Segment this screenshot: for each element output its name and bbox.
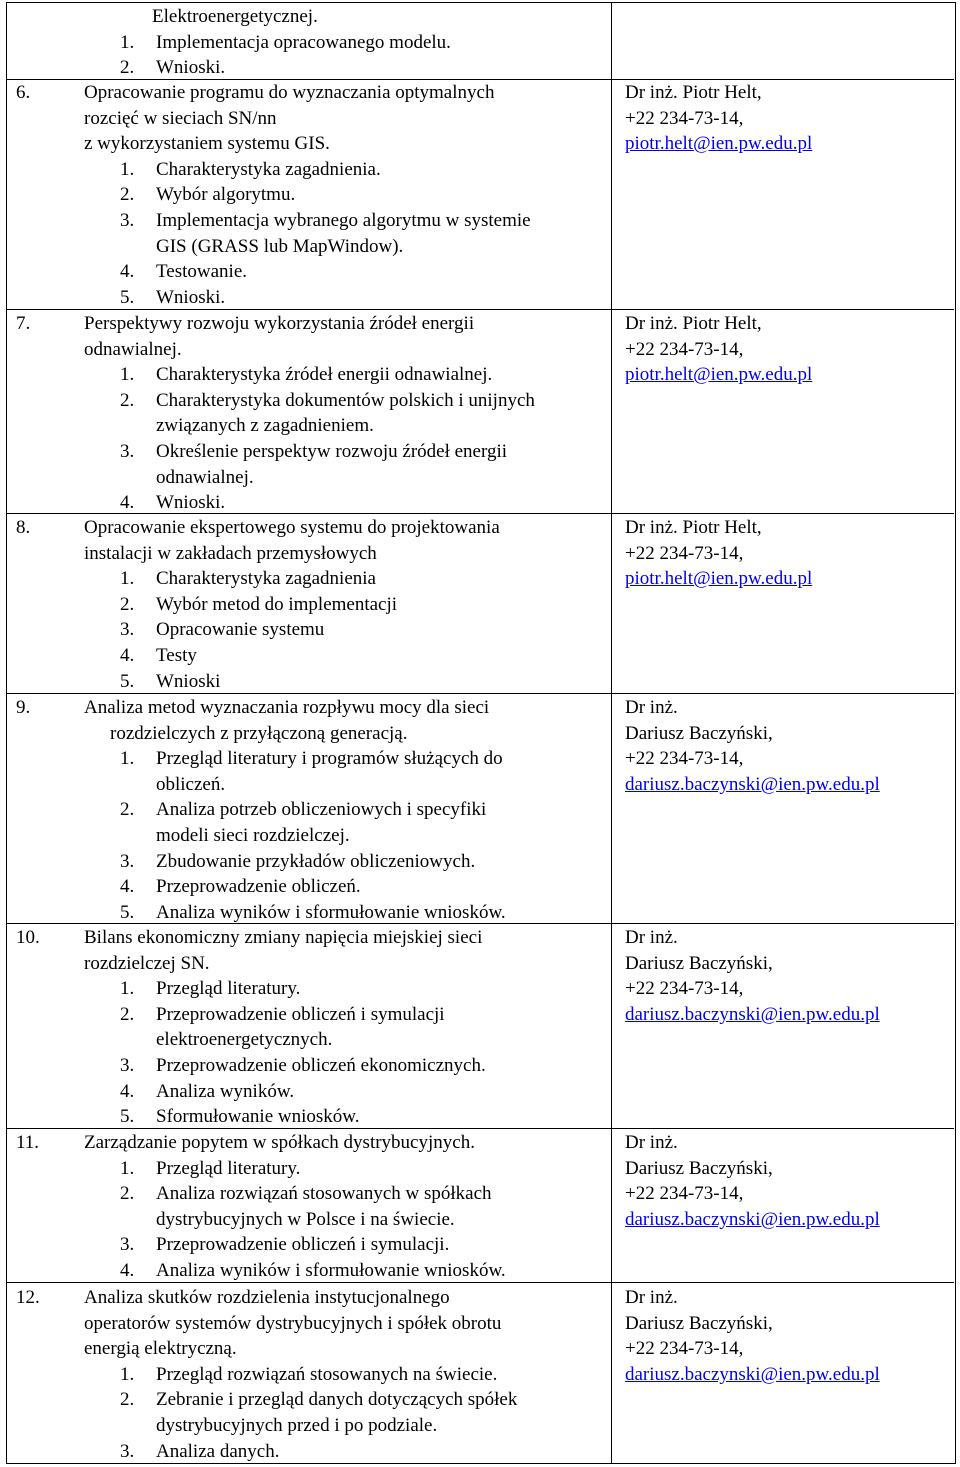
topic-title: Opracowanie programu do wyznaczania optymalnych xyxy=(84,82,495,103)
topic-number: 9. xyxy=(16,697,31,718)
subtask-text: Przegląd literatury i programów służących do xyxy=(156,748,503,770)
subtask-number: 5. xyxy=(120,901,135,923)
subtask-number: 4. xyxy=(120,1260,135,1281)
supervisor-phone: +22 234-73-14, xyxy=(625,1338,744,1360)
subtask-number: 2. xyxy=(120,1389,135,1411)
subtask-number: 2. xyxy=(120,1003,135,1025)
topic-title-continued: dystrybucyjnych w Polsce i na świecie. xyxy=(156,1208,455,1230)
topic-title-continued: rozcięć w sieciach SN/nn xyxy=(84,107,277,129)
topic-title-continued: odnawialnej. xyxy=(156,466,254,488)
topic-number: 12. xyxy=(16,1287,40,1308)
supervisor-name: Dariusz Baczyński, xyxy=(625,722,773,744)
subtask-number: 3. xyxy=(120,850,135,872)
subtask-text: Wnioski. xyxy=(156,57,226,79)
subtask-text: Analiza rozwiązań stosowanych w spółkach xyxy=(156,1183,492,1205)
subtask-number: 1. xyxy=(120,1363,135,1385)
topic-title-continued: rozdzielczych z przyłączoną generacją. xyxy=(110,722,408,744)
supervisor-title: Dr inż. Piotr Helt, xyxy=(625,82,762,103)
subtask-number: 5. xyxy=(120,286,135,308)
subtask-number: 1. xyxy=(120,158,135,180)
supervisor-title: Dr inż. xyxy=(625,1132,678,1153)
supervisor-phone: +22 234-73-14, xyxy=(625,978,744,1000)
topic-number: 11. xyxy=(16,1132,40,1153)
topic-title-continued: dystrybucyjnych przed i po podziale. xyxy=(156,1415,438,1436)
subtask-number: 4. xyxy=(120,261,135,283)
subtask-number: 2. xyxy=(120,57,135,79)
subtask-text: Wybór metod do implementacji xyxy=(156,593,398,615)
subtask-text: Testowanie. xyxy=(156,261,248,283)
row-divider xyxy=(7,513,954,514)
topic-title-continued: związanych z zagadnieniem. xyxy=(156,415,374,437)
supervisor-phone: +22 234-73-14, xyxy=(625,542,744,564)
subtask-number: 1. xyxy=(120,978,135,1000)
subtask-text: Przegląd literatury. xyxy=(156,1157,301,1179)
topic-number: 6. xyxy=(16,82,31,103)
supervisor-phone: +22 234-73-14, xyxy=(625,1183,744,1205)
subtask-text: Wnioski xyxy=(156,670,221,692)
subtask-number: 2. xyxy=(120,593,135,615)
subtask-text: Sformułowanie wniosków. xyxy=(156,1106,360,1128)
subtask-number: 3. xyxy=(120,1055,135,1076)
subtask-number: 4. xyxy=(120,492,135,514)
row-divider xyxy=(7,309,954,310)
subtask-number: 2. xyxy=(120,184,135,206)
topic-title: Analiza skutków rozdzielenia instytucjonalnego xyxy=(84,1287,450,1308)
topic-title: Zarządzanie popytem w spółkach dystrybucyjnych. xyxy=(84,1132,475,1153)
subtask-number: 2. xyxy=(120,1183,135,1205)
subtask-number: 1. xyxy=(120,748,135,770)
supervisor-email-link[interactable]: piotr.helt@ien.pw.edu.pl xyxy=(625,568,813,590)
subtask-text: Przegląd literatury. xyxy=(156,978,301,1000)
subtask-number: 1. xyxy=(120,1157,135,1179)
topic-number: 10. xyxy=(16,927,40,948)
subtask-number: 1. xyxy=(120,364,135,386)
subtask-text: Analiza wyników i sformułowanie wniosków. xyxy=(156,1260,506,1281)
supervisor-email-link[interactable]: dariusz.baczynski@ien.pw.edu.pl xyxy=(625,1208,880,1230)
topic-title-continued: GIS (GRASS lub MapWindow). xyxy=(156,235,404,257)
topic-title-continued: energią elektryczną. xyxy=(84,1338,237,1360)
subtask-number: 1. xyxy=(120,31,135,53)
subtask-number: 4. xyxy=(120,876,135,898)
subtask-number: 3. xyxy=(120,1234,135,1256)
subtask-number: 3. xyxy=(120,1440,135,1462)
supervisor-email-link[interactable]: piotr.helt@ien.pw.edu.pl xyxy=(625,364,813,386)
topic-title: Bilans ekonomiczny zmiany napięcia miejskiej sieci xyxy=(84,927,483,948)
topic-title-continued: Elektroenergetycznej. xyxy=(152,6,318,27)
subtask-text: Analiza danych. xyxy=(156,1440,280,1462)
subtask-text: Przegląd rozwiązań stosowanych na świecie. xyxy=(156,1363,498,1385)
subtask-text: Charakterystyka zagadnienia xyxy=(156,568,376,590)
topic-title-continued: z wykorzystaniem systemu GIS. xyxy=(84,133,330,155)
supervisor-email-link[interactable]: dariusz.baczynski@ien.pw.edu.pl xyxy=(625,773,880,795)
subtask-number: 1. xyxy=(120,568,135,590)
supervisor-title: Dr inż. xyxy=(625,697,678,718)
topic-title: Analiza metod wyznaczania rozpływu mocy dla sieci xyxy=(84,697,490,718)
subtask-number: 5. xyxy=(120,1106,135,1128)
subtask-text: Charakterystyka źródeł energii odnawialnej. xyxy=(156,364,493,386)
subtask-text: Określenie perspektyw rozwoju źródeł energii xyxy=(156,441,508,462)
supervisor-name: Dariusz Baczyński, xyxy=(625,952,773,974)
subtask-text: Zbudowanie przykładów obliczeniowych. xyxy=(156,850,476,872)
subtask-number: 3. xyxy=(120,619,135,641)
subtask-text: Zebranie i przegląd danych dotyczących spółek xyxy=(156,1389,518,1411)
supervisor-phone: +22 234-73-14, xyxy=(625,107,744,129)
subtask-text: Implementacja opracowanego modelu. xyxy=(156,31,451,53)
topic-title: Opracowanie ekspertowego systemu do projektowania xyxy=(84,517,500,538)
topic-title-continued: instalacji w zakładach przemysłowych xyxy=(84,542,377,564)
subtask-text: Charakterystyka zagadnienia. xyxy=(156,158,381,180)
supervisor-title: Dr inż. Piotr Helt, xyxy=(625,517,762,538)
supervisor-email-link[interactable]: dariusz.baczynski@ien.pw.edu.pl xyxy=(625,1003,880,1025)
supervisor-email-link[interactable]: piotr.helt@ien.pw.edu.pl xyxy=(625,133,813,155)
subtask-text: Wybór algorytmu. xyxy=(156,184,296,206)
supervisor-email-link[interactable]: dariusz.baczynski@ien.pw.edu.pl xyxy=(625,1363,880,1385)
subtask-number: 2. xyxy=(120,799,135,821)
topic-title-continued: operatorów systemów dystrybucyjnych i spółek obrotu xyxy=(84,1312,502,1334)
supervisor-title: Dr inż. xyxy=(625,1287,678,1308)
subtask-text: Przeprowadzenie obliczeń i symulacji xyxy=(156,1003,445,1025)
supervisor-name: Dariusz Baczyński, xyxy=(625,1312,773,1334)
subtask-number: 4. xyxy=(120,1080,135,1102)
subtask-number: 3. xyxy=(120,441,135,462)
subtask-text: Implementacja wybranego algorytmu w systemie xyxy=(156,210,531,231)
subtask-number: 4. xyxy=(120,645,135,666)
subtask-number: 2. xyxy=(120,389,135,411)
row-divider xyxy=(7,1128,954,1129)
subtask-text: Charakterystyka dokumentów polskich i unijnych xyxy=(156,389,535,411)
row-divider xyxy=(7,693,954,694)
topic-number: 7. xyxy=(16,313,31,334)
topic-title-continued: modeli sieci rozdzielczej. xyxy=(156,825,350,846)
supervisor-title: Dr inż. Piotr Helt, xyxy=(625,313,762,334)
subtask-text: Opracowanie systemu xyxy=(156,619,325,641)
topic-title-continued: rozdzielczej SN. xyxy=(84,952,210,974)
supervisor-phone: +22 234-73-14, xyxy=(625,338,744,360)
subtask-text: Analiza wyników. xyxy=(156,1080,295,1102)
supervisor-phone: +22 234-73-14, xyxy=(625,748,744,770)
topic-title-continued: obliczeń. xyxy=(156,773,226,795)
subtask-text: Przeprowadzenie obliczeń. xyxy=(156,876,361,898)
column-divider xyxy=(611,3,612,1463)
subtask-number: 5. xyxy=(120,670,135,692)
supervisor-title: Dr inż. xyxy=(625,927,678,948)
subtask-text: Przeprowadzenie obliczeń ekonomicznych. xyxy=(156,1055,486,1076)
subtask-text: Wnioski. xyxy=(156,286,226,308)
subtask-text: Analiza wyników i sformułowanie wniosków. xyxy=(156,901,506,923)
topic-title-continued: elektroenergetycznych. xyxy=(156,1029,333,1051)
subtask-text: Przeprowadzenie obliczeń i symulacji. xyxy=(156,1234,450,1256)
subtask-text: Wnioski. xyxy=(156,492,226,514)
subtask-text: Analiza potrzeb obliczeniowych i specyfiki xyxy=(156,799,487,821)
topic-number: 8. xyxy=(16,517,31,538)
topic-title-continued: odnawialnej. xyxy=(84,338,182,360)
supervisor-name: Dariusz Baczyński, xyxy=(625,1157,773,1179)
subtask-text: Testy xyxy=(156,645,197,666)
subtask-number: 3. xyxy=(120,210,135,231)
topic-title: Perspektywy rozwoju wykorzystania źródeł energii xyxy=(84,313,475,334)
